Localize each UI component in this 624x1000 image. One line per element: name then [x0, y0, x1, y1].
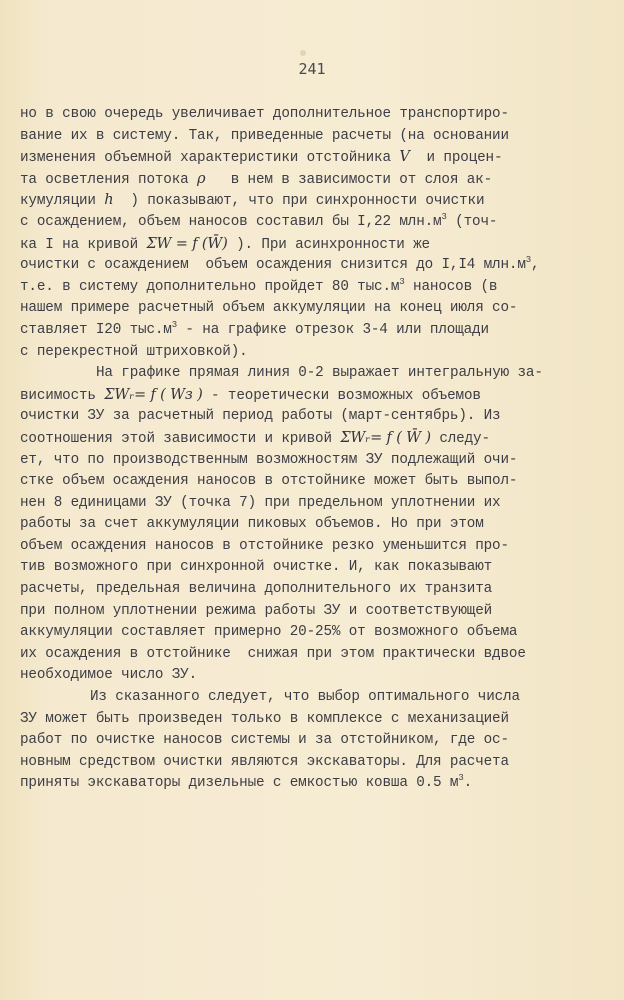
line-text: тив возможного при синхронной очистке. И, как показывают	[20, 559, 493, 576]
text-line	[20, 730, 610, 752]
text-line	[20, 644, 610, 666]
body-text	[20, 104, 610, 795]
text-line	[20, 385, 610, 407]
superscript: 3	[441, 211, 447, 222]
inline-formula: ρ	[197, 170, 206, 187]
inline-formula: ΣWᵣ= f ( W̄ )	[340, 429, 431, 446]
text-line	[20, 514, 610, 536]
superscript: 3	[458, 773, 464, 784]
line-text: Из сказанного следует, что выбор оптимального числа	[90, 689, 520, 706]
text-line	[20, 773, 610, 795]
text-line	[20, 406, 610, 428]
text-line	[20, 493, 610, 515]
line-text: ЗУ может быть произведен только в комплексе с механизацией	[20, 710, 509, 727]
text-line	[20, 363, 610, 385]
line-text: их осаждения в отстойнике снижая при этом практически вдвое	[20, 645, 526, 662]
text-line	[20, 752, 610, 774]
line-text: т.е. в систему дополнительно пройдет 80 тыс.м	[20, 278, 400, 295]
line-text: при полном уплотнении режима работы ЗУ и соответствующей	[20, 602, 493, 619]
text-line	[20, 147, 610, 169]
line-text: необходимое число ЗУ.	[20, 667, 198, 684]
line-text-tail: наносов (в	[404, 278, 498, 295]
text-line	[20, 104, 610, 126]
text-line	[20, 579, 610, 601]
line-text: расчеты, предельная величина дополнительного их транзита	[20, 581, 493, 598]
text-line	[20, 557, 610, 579]
text-line	[20, 536, 610, 558]
text-line	[20, 471, 610, 493]
text-line	[20, 687, 610, 709]
line-text-tail: ). При асинхронности же	[227, 236, 430, 253]
line-text: работ по очистке наносов системы и за отстойником, где ос-	[20, 732, 509, 749]
line-text-tail: - теоретически возможных объемов	[202, 387, 481, 404]
superscript: 3	[399, 276, 405, 287]
line-text: На графике прямая линия 0-2 выражает интегральную за-	[96, 365, 543, 382]
line-text: изменения объемной характеристики отстойника	[20, 150, 400, 167]
text-line	[20, 665, 610, 687]
line-text-tail: и процен-	[409, 150, 503, 167]
line-text: аккумуляции составляет примерно 20-25% от возможного объема	[20, 624, 518, 641]
line-text: ка I на кривой	[20, 236, 147, 253]
line-text: с перекрестной штриховкой).	[20, 343, 248, 360]
inline-formula: V	[399, 149, 410, 166]
text-line	[20, 190, 610, 212]
page-number: 241	[298, 60, 326, 78]
line-text: объем осаждения наносов в отстойнике резко уменьшится про-	[20, 537, 509, 554]
inline-formula: ΣWᵣ= f ( Wз )	[104, 386, 203, 403]
line-text-tail: ,	[531, 257, 540, 274]
line-text: новным средством очистки являются экскаваторы. Для расчета	[20, 753, 509, 770]
text-line	[20, 601, 610, 623]
text-line	[20, 169, 610, 191]
text-line	[20, 277, 610, 299]
text-line	[20, 234, 610, 256]
text-line	[20, 709, 610, 731]
text-line	[20, 212, 610, 234]
line-text: висимость	[20, 387, 105, 404]
text-line	[20, 428, 610, 450]
inline-formula: h	[104, 192, 114, 209]
text-line	[20, 622, 610, 644]
paper-stain	[300, 50, 306, 56]
line-text: вание их в систему. Так, приведенные расчеты (на основании	[20, 127, 509, 144]
superscript: 3	[525, 255, 532, 266]
text-line	[20, 320, 610, 342]
line-text: приняты экскаваторы дизельные с емкостью ковша 0.5 м	[20, 775, 459, 792]
line-text: ставляет I20 тыс.м	[20, 321, 172, 338]
line-text: стке объем осаждения наносов в отстойнике может быть выпол-	[20, 473, 518, 490]
line-text: ет, что по производственным возможностям ЗУ подлежащий очи-	[20, 451, 518, 468]
line-text-tail: .	[463, 775, 473, 792]
text-line	[20, 342, 610, 364]
line-text-tail: следу-	[430, 430, 490, 447]
line-text-tail: - на графике отрезок 3-4 или площади	[177, 321, 489, 338]
line-text: нашем примере расчетный объем аккумуляции на конец июля со-	[20, 300, 518, 317]
inline-formula: ΣW = f (W̄)	[146, 235, 228, 252]
line-text-tail: ) показывают, что при синхронности очистки	[113, 193, 485, 210]
line-text: очистки ЗУ за расчетный период работы (март-сентябрь). Из	[20, 408, 501, 425]
line-text-tail: (точ-	[446, 213, 498, 230]
line-text: работы за счет аккумуляции пиковых объемов. Но при этом	[20, 516, 484, 533]
text-line	[20, 255, 610, 277]
line-text-tail: в нем в зависимости от слоя ак-	[205, 171, 493, 188]
text-line	[20, 126, 610, 148]
line-text: та осветления потока	[20, 171, 198, 188]
superscript: 3	[171, 319, 177, 330]
line-text: соотношения этой зависимости и кривой	[20, 430, 341, 447]
text-line	[20, 450, 610, 472]
line-text: с осаждением, объем наносов составил бы I,22 млн.м	[20, 213, 442, 230]
line-text: нен 8 единицами ЗУ (точка 7) при предельном уплотнении их	[20, 494, 501, 511]
line-text: но в свою очередь увеличивает дополнительное транспортиро-	[20, 106, 509, 122]
line-text: очистки с осаждением объем осаждения снизится до I,I4 млн.м	[20, 257, 526, 274]
text-line	[20, 298, 610, 320]
line-text: кумуляции	[20, 193, 105, 210]
